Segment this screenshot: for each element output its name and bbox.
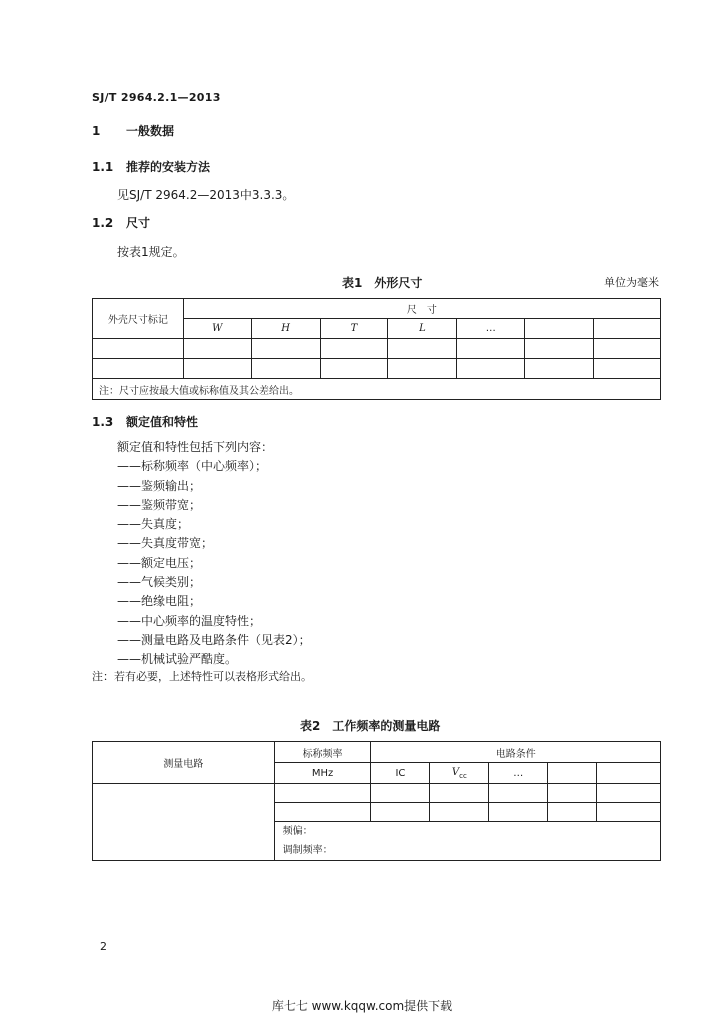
list-item: ——测量电路及电路条件（见表2）； (117, 632, 311, 647)
column-blank (594, 319, 661, 339)
section-number: 1 (92, 124, 101, 138)
column-ic: IC (371, 763, 430, 784)
column-h: H (251, 319, 320, 339)
list-item: ——失真度带宽； (117, 536, 214, 551)
list-item: ——鉴频带宽； (117, 497, 202, 512)
section-1-1-body: 见SJ/T 2964.2—2013中3.3.3。 (117, 188, 295, 202)
list-item: ——额定电压； (117, 555, 202, 570)
table-1 (92, 298, 661, 400)
list-item: ——气候类别； (117, 575, 202, 590)
column-ellipsis: … (457, 319, 525, 339)
table-row (93, 784, 661, 803)
section-1-2-heading (92, 214, 150, 231)
list-item: ——失真度； (117, 517, 190, 532)
list-intro: 额定值和特性包括下列内容： (117, 440, 274, 454)
section-number: 1.1 (92, 160, 114, 174)
list-item: ——机械试验严酷度。 (117, 652, 238, 667)
circuit-conditions-header: 电路条件 (371, 742, 661, 763)
column-l: L (388, 319, 457, 339)
dimensions-header: 尺 寸 (183, 299, 660, 319)
section-title: 一般数据 (126, 124, 175, 138)
section-1-3-heading (92, 413, 198, 430)
section-1-1-heading (92, 158, 210, 175)
footer-watermark: 库七七 www.kqqw.com提供下载 (271, 999, 453, 1013)
nominal-frequency-header: 标称频率 (274, 742, 371, 763)
list-item: ——标称频率（中心频率）； (117, 459, 268, 474)
table-row (93, 339, 661, 359)
section-title: 尺寸 (126, 216, 151, 230)
column-vcc: $V_{cc}$ (430, 763, 489, 784)
column-blank (525, 319, 594, 339)
deviation-label: 频偏： (282, 826, 313, 837)
page-number: 2 (100, 940, 107, 953)
table-1-caption: 表1 外形尺寸 (342, 276, 423, 290)
outline-size-marking-header: 外壳尺寸标记 (93, 299, 184, 339)
section-number: 1.2 (92, 216, 114, 230)
frequency-unit: MHz (274, 763, 371, 784)
column-blank (597, 763, 661, 784)
section-1-heading (92, 122, 174, 139)
table-1-unit: 单位为毫米 (604, 276, 659, 289)
column-t: T (320, 319, 388, 339)
modulation-label: 调制频率： (282, 845, 333, 856)
list-item: ——鉴频输出； (117, 478, 202, 493)
table-2 (92, 741, 661, 861)
section-number: 1.3 (92, 415, 114, 429)
table-row (93, 359, 661, 379)
section-1-3-note: 注：若有必要，上述特性可以表格形式给出。 (92, 670, 312, 683)
list-item: ——中心频率的温度特性； (117, 613, 262, 628)
list-item: ——绝缘电阻； (117, 594, 202, 609)
measurement-circuit-header: 测量电路 (93, 742, 275, 784)
section-title: 额定值和特性 (126, 415, 199, 429)
circuit-diagram-cell (93, 784, 275, 861)
section-title: 推荐的安装方法 (126, 160, 211, 174)
column-blank (548, 763, 597, 784)
table-1-note: 注：尺寸应按最大值或标称值及其公差给出。 (93, 379, 661, 400)
column-w: W (183, 319, 251, 339)
deviation-modulation-cell (274, 822, 660, 861)
section-1-2-body: 按表1规定。 (117, 245, 185, 259)
column-ellipsis: … (489, 763, 548, 784)
standard-number: SJ/T 2964.2.1—2013 (92, 91, 221, 104)
table-2-caption: 表2 工作频率的测量电路 (300, 719, 441, 733)
rated-values-list (117, 438, 311, 670)
